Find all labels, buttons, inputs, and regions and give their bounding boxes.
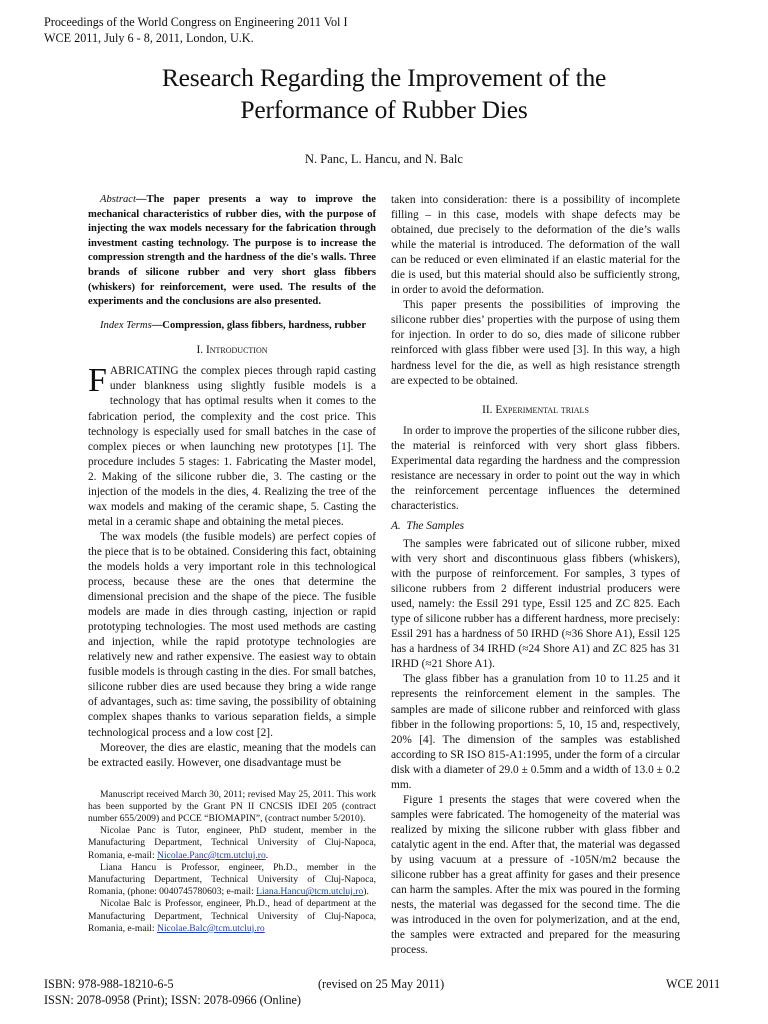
footnote-panc-text: Nicolae Panc is Tutor, engineer, PhD student, member in the Manufacturing Department, Technical University of Cluj-Napoca, Romania, e-mail: [88,825,376,861]
footnote-hancu-end: ). [363,886,369,898]
title-line-2: Performance of Rubber Dies [240,95,528,124]
section-heading-experimental [391,403,680,418]
footer-isbn-block [44,976,301,1008]
section-heading-introduction [88,343,376,358]
intro-paragraph-3: Moreover, the dies are elastic, meaning that the models can be extracted easily. However, one disadvantage must be [88,741,376,769]
index-terms [88,319,376,334]
footnote-hancu [88,862,376,899]
right-paragraph-1: taken into consideration: there is a possibility of incomplete filling – in this case, models with shape defects may be obtained, due precisely to the deformation of the die’s walls while the material is introduced. The deformation of the wall can be reduced or even eliminated if an elastic material for the die is used, but this material should also be sufficiently strong, in order to avoid the deformation. [391,194,680,297]
index-terms-text: —Compression, glass fibbers, hardness, rubber [151,319,367,331]
footer-issn: ISSN: 2078-0958 (Print); ISSN: 2078-0966 (Online) [44,993,301,1007]
footnote-manuscript: Manuscript received March 30, 2011; revised May 25, 2011. This work has been supported by the Grant PN II CNCSIS IDEI 205 (contract number 655/2009) and PCCE “BIOMAPIN”, (contract number 5/2010). [88,788,376,825]
abstract-text: —The paper presents a way to improve the mechanical characteristics of rubber dies, with the purpose of injecting the wax models necessary for the fabrication through investment casting technology. The purpose is to increase the compression strength and the hardness of the die's walls. Three brands of silicone rubber and very short glass fibbers (whiskers) for reinforcement, were used. The results of the experiments and the conclusions are also presented. [88,194,376,308]
email-link-panc[interactable]: Nicolae.Panc@tcm.utcluj.ro [157,849,266,861]
right-paragraph-4: The samples were fabricated out of silicone rubber, mixed with very short and discontinuous glass fibbers (whiskers), with the purpose of reinforcement. For samples, 3 types of silicone rubbers from 2 different industrial producers were used, namely: the Essil 291 type, Essil 125 and ZC 825. Each type of silicone rubber has a different hardness, more precisely: Essil 291 has a hardness of 50 IRHD (≈36 Shore A1), Essil 125 has a hardness of 34 IRHD (≈24 Shore A1) and ZC 825 has 31 IRHD (≈21 Shore A1). [391,537,680,671]
drop-cap: F [88,362,107,400]
footnote-balc-text: Nicolae Balc is Professor, engineer, Ph.D., head of department at the Manufacturing Department, Technical University of Cluj-Napoca, Romania, e-mail: [88,898,376,934]
email-link-hancu[interactable]: Liana.Hancu@tcm.utcluj.ro [256,886,364,898]
right-column [391,193,680,958]
right-paragraph-5: The glass fibber has a granulation from 10 to 11.25 and it represents the reinforcement element in the samples. The samples are made of silicone rubber and reinforced with glass fibber in the following proportions: 5, 10, 15 and, respectively, 20% [4]. The dimension of the samples was established according to SR ISO 815-A1:1995, under the form of a circular disk with a diameter of 29.0 ± 0.5mm and a width of 13.0 ± 0.2 mm. [391,673,680,791]
proceedings-header [44,14,348,46]
header-line-2: WCE 2011, July 6 - 8, 2011, London, U.K. [44,31,254,45]
intro-paragraph-1-text: ABRICATING the complex pieces through rapid casting under blankness using slightly fusible models is a technology that has optimal results when it comes to the fabrication period, the complexity and the cost price. This technology is especially used for small batches in the case of complex pieces or when launching new prototypes [1]. The procedure includes 5 stages: 1. Fabricating the Master model, 2. Making of the silicone rubber die, 3. The casting or the injection of the models in the dies, 4. Realizing the tree of the wax models and making of the ceramic shape, 5. Casting the metal in a ceramic shape and obtaining the metal pieces. [88,365,376,528]
index-terms-label: Index Terms [100,319,152,331]
footnote-panc-end: . [265,849,269,861]
footer-isbn: ISBN: 978-988-18210-6-5 [44,977,174,991]
right-paragraph-2: This paper presents the possibilities of improving the silicone rubber dies’ properties with the purpose of using them for injection. In order to do so, dies made of silicone rubber reinforced with glass fibber were used [3]. In this way, a high hardness level for the die, as well as high resistance strength are expected to be obtained. [391,299,680,387]
paper-title [60,62,708,126]
footnote-hancu-text: Liana Hancu is Professor, engineer, Ph.D., member in the Manufacturing Department, Technical University of Cluj-Napoca, Romania, (phone: 0040745780603; e-mail: [88,861,376,898]
footer-revised: (revised on 25 May 2011) [318,977,445,991]
footer-wce: WCE 2011 [666,977,721,991]
right-paragraph-3: In order to improve the properties of the silicone rubber dies, the material is reinforced with very short glass fibbers. Experimental data regarding the hardness and the compression resistance are necessary in order to point out the way in which the reinforcement percentage influences the determined characteristics. [391,424,680,512]
footnote-balc [88,898,376,935]
section-number: I. [196,344,204,357]
email-link-balc[interactable]: Nicolae.Balc@tcm.utcluj.ro [157,922,265,934]
abstract [88,193,376,310]
right-paragraph-6: Figure 1 presents the stages that were covered when the samples were fabricated. The homogeneity of the material was realized by mixing the silicone rubber with glass fibber and catalytic agent in the end. After that, the material was degassed by using vacuum at a pressure of -105N/m2 because the silicone rubber has a great affinity for gases and their presence can harm the samples. After the mix was poured in the forming nests, the material was degassed for the second time. The die was introduced in the oven for polymerization, and at the end, the samples were extracted and prepared for the measuring process. [391,793,680,957]
header-line-1: Proceedings of the World Congress on Engineering 2011 Vol I [44,15,348,29]
abstract-label: Abstract [100,194,136,205]
section-title: Introduction [205,344,268,357]
intro-paragraph-2: The wax models (the fusible models) are perfect copies of the piece that is to be obtained. Considering this fact, obtaining the models holds a very important role in this technological process, because these are the ones that determine the dimensional precision and the shape of the piece. The fusible models are made in dies through casting, injection or rapid prototyping technologies. The most used methods are casting and injection, while the rapid prototype technologies are relatively new and rather expensive. The easiest way to obtain fusible models is through casting in the dies. For small batches, silicone rubber dies are used because they bring a wide range of advantages, such as: time saving, the possibility of obtaining complex shapes thanks to various separation fields, a simple technological process and a low cost [2]. [88,530,376,739]
authors: N. Panc, L. Hancu, and N. Balc [305,152,463,166]
left-column [88,193,376,935]
intro-paragraph-1 [88,364,376,530]
section-title: Experimental trials [495,403,589,416]
footnote-panc [88,825,376,862]
footnotes [88,789,376,935]
subsection-heading-samples: A. The Samples [391,519,465,532]
section-number: II. [482,403,493,416]
title-line-1: Research Regarding the Improvement of the [161,63,607,92]
